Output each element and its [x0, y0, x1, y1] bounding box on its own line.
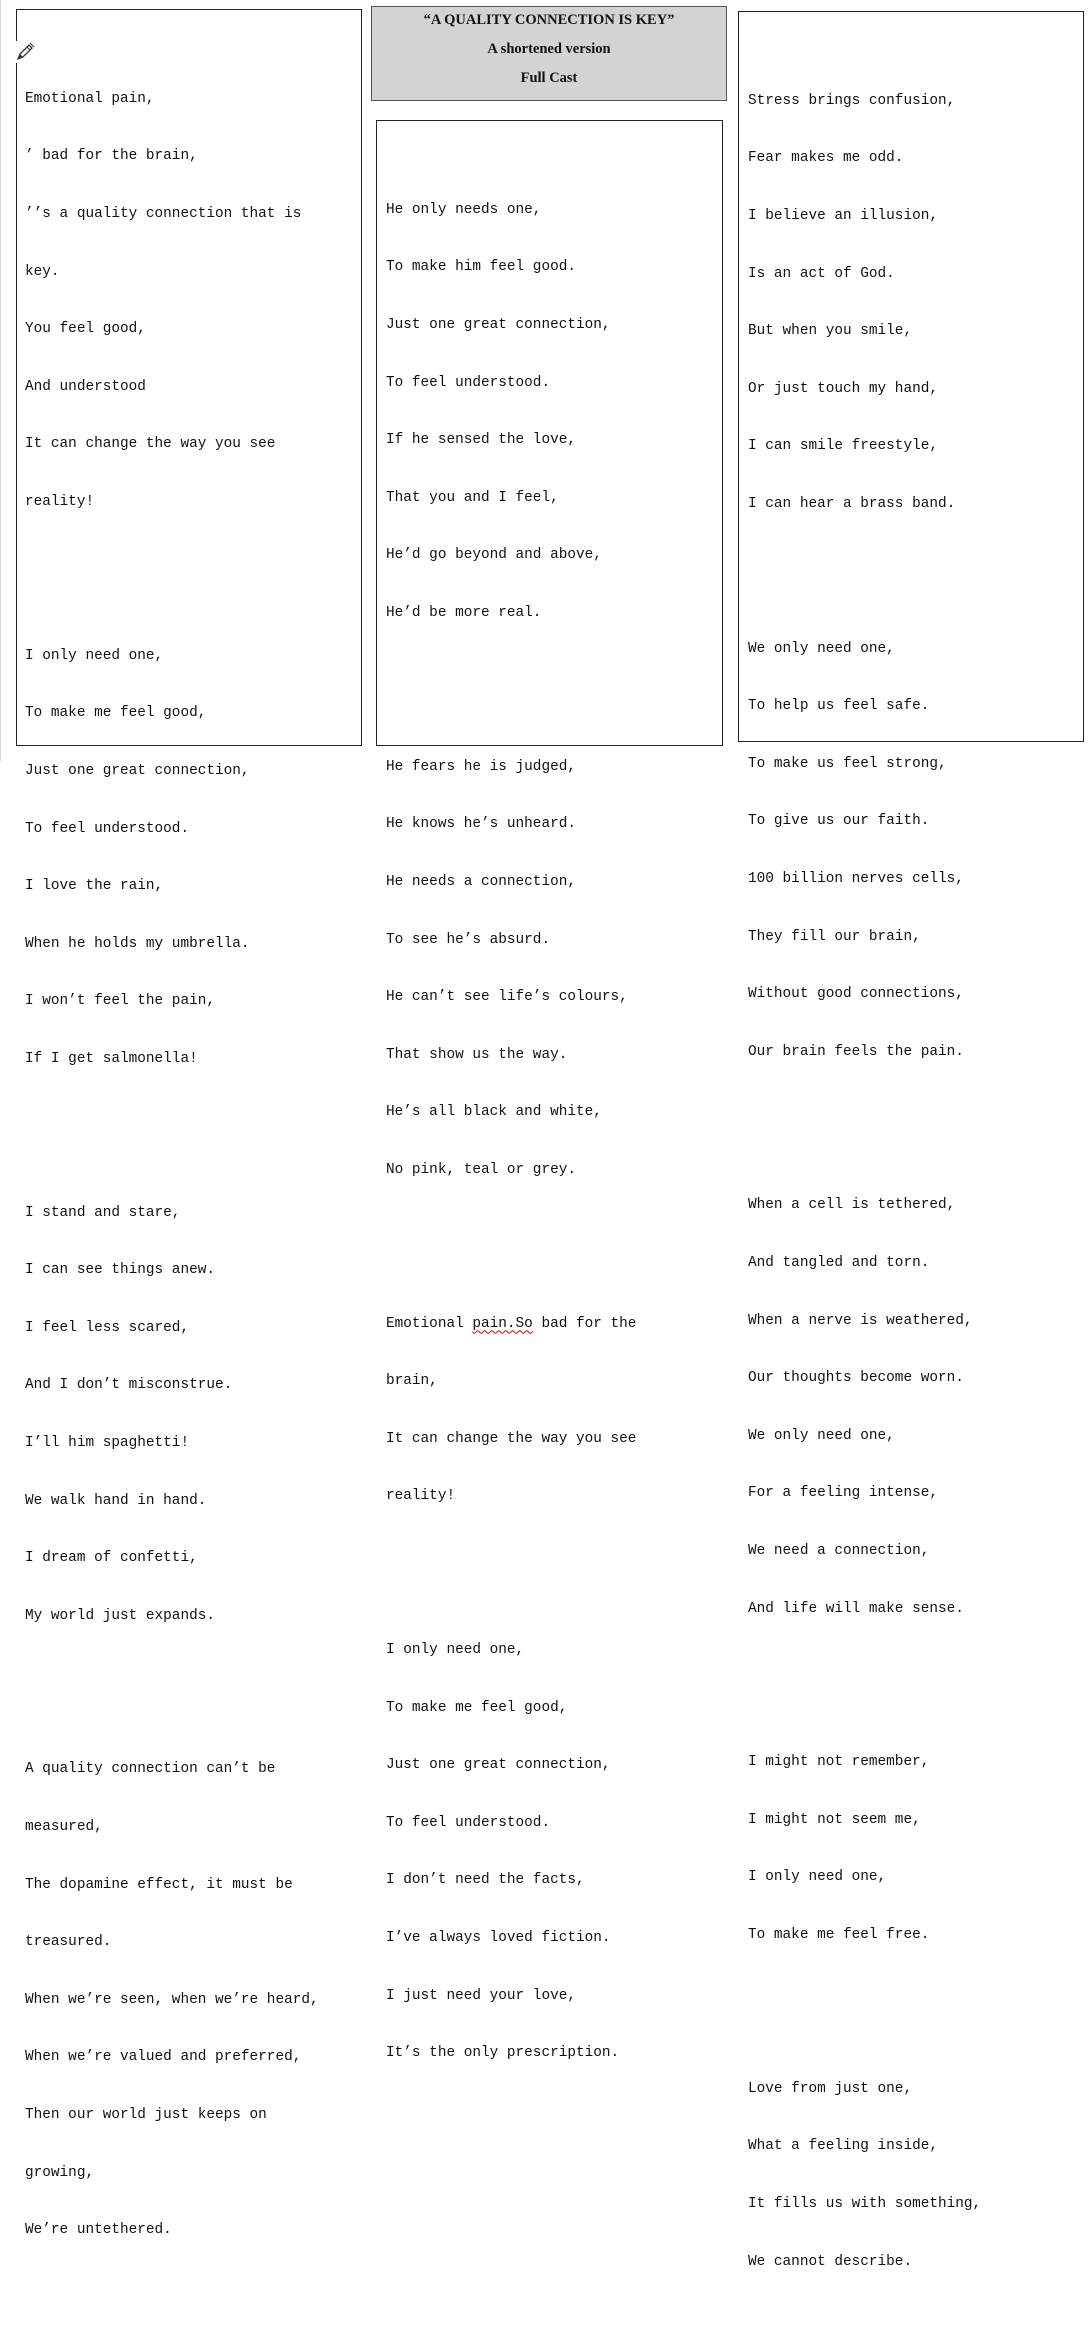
lyric-line: When a nerve is weathered, — [748, 1312, 973, 1329]
lyric-line: Is an act of God. — [748, 265, 895, 282]
left-stanza-1 — [25, 51, 361, 550]
lyric-line: A quality connection can’t be — [25, 1761, 276, 1778]
lyric-line: I just need your love, — [386, 1987, 576, 2004]
lyric-line: It can change the way you see — [25, 436, 276, 453]
lyric-line: To make me feel good, — [25, 705, 207, 722]
lyric-line: To make me feel free. — [748, 1927, 930, 1944]
right-lyrics-box[interactable] — [738, 11, 1084, 2270]
spellcheck-flagged-word[interactable]: pain.So — [472, 1315, 533, 1332]
lyric-line: I love the rain, — [25, 878, 164, 895]
lyric-line: And I don’t misconstrue. — [25, 1377, 233, 1394]
lyric-line: I stand and stare, — [25, 1204, 181, 1221]
lyric-line: To feel understood. — [386, 1814, 551, 1831]
lyric-line: Just one great connection, — [386, 317, 611, 334]
lyric-line: I can hear a brass band. — [748, 496, 956, 513]
lyric-line: The dopamine effect, it must be — [25, 1876, 293, 1893]
lyric-line: I only need one, — [748, 1869, 887, 1886]
right-stanza-5 — [748, 2041, 1083, 2310]
lyric-line: I dream of confetti, — [25, 1550, 198, 1567]
lyric-line: Just one great connection, — [386, 1757, 611, 1774]
pen-cursor-icon — [14, 41, 36, 63]
left-stanza-2 — [25, 608, 361, 1107]
lyric-line: When we’re valued and preferred, — [25, 2049, 302, 2066]
lyric-line: To help us feel safe. — [748, 698, 930, 715]
lyric-line: Or just touch my hand, — [748, 380, 938, 397]
lyric-line: key. — [25, 263, 60, 280]
middle-lyrics-box[interactable] — [376, 120, 723, 2062]
lyric-line: No pink, teal or grey. — [386, 1161, 576, 1178]
lyric-line: To make him feel good. — [386, 259, 576, 276]
lyric-line: And tangled and torn. — [748, 1254, 930, 1271]
lyric-fragment: Emotional — [386, 1315, 473, 1332]
lyric-line: Stress brings confusion, — [748, 92, 956, 109]
lyric-line: To feel understood. — [25, 820, 190, 837]
lyric-line: reality! — [25, 494, 95, 511]
lyric-line: I can smile freestyle, — [748, 438, 938, 455]
lyric-line: I only need one, — [25, 647, 164, 664]
lyric-line: 100 billion nerves cells, — [748, 870, 964, 887]
lyric-line: brain, — [386, 1373, 438, 1390]
lyric-line: I’ll him spaghetti! — [25, 1435, 190, 1451]
lyric-line: When we’re seen, when we’re heard, — [25, 1991, 319, 2008]
lyric-line: He fears he is judged, — [386, 758, 576, 775]
lyric-line: He’s all black and white, — [386, 1104, 602, 1121]
lyric-line: Then our world just keeps on — [25, 2107, 267, 2124]
lyric-line: That you and I feel, — [386, 489, 559, 506]
lyric-line: We cannot describe. — [748, 2253, 913, 2270]
right-stanza-1 — [748, 53, 1083, 552]
lyric-line: He needs a connection, — [386, 873, 576, 890]
lyric-line: They fill our brain, — [748, 928, 921, 945]
middle-stanza-2 — [386, 719, 722, 1218]
lyric-line: For a feeling intense, — [748, 1485, 938, 1502]
middle-lyrics-text — [377, 121, 722, 2140]
middle-stanza-3 — [386, 1276, 722, 1545]
lyric-line: When he holds my umbrella. — [25, 935, 250, 952]
right-stanza-4 — [748, 1715, 1083, 1984]
lyric-line: We only need one, — [748, 640, 895, 657]
lyric-line: We need a connection, — [748, 1543, 930, 1560]
lyric-line: He only needs one, — [386, 201, 542, 218]
cast-label: Full Cast — [520, 70, 578, 86]
lyric-line: I won’t feel the pain, — [25, 993, 215, 1010]
lyric-line: You feel good, — [25, 321, 146, 338]
lyric-line: Our brain feels the pain. — [748, 1043, 964, 1060]
left-stanza-4 — [25, 1722, 361, 2279]
left-lyrics-text — [17, 10, 361, 2317]
lyric-line: I might not seem me, — [748, 1811, 921, 1828]
lyric-line: ’’s a quality connection that is — [25, 206, 302, 223]
lyric-line: I can see things anew. — [25, 1262, 215, 1279]
title-block[interactable] — [371, 6, 727, 101]
lyric-line: I don’t need the facts, — [386, 1872, 585, 1889]
lyric-line — [386, 1315, 722, 1334]
lyric-line: ’ bad for the brain, — [25, 148, 198, 165]
lyric-line: Our thoughts become worn. — [748, 1370, 964, 1387]
lyric-line: He’d be more real. — [386, 605, 542, 622]
left-stanza-3 — [25, 1165, 361, 1664]
lyric-line: It’s the only prescription. — [386, 2045, 620, 2062]
lyric-line: But when you smile, — [748, 323, 913, 340]
lyric-line: It can change the way you see — [386, 1430, 637, 1447]
lyric-line: treasured. — [25, 1934, 112, 1951]
lyric-line: And understood — [25, 378, 146, 395]
lyric-line: Emotional pain, — [25, 90, 155, 107]
lyric-line: We only need one, — [748, 1427, 895, 1444]
lyric-line: growing, — [25, 2164, 95, 2181]
right-stanza-3 — [748, 1158, 1083, 1657]
right-stanza-2 — [748, 601, 1083, 1100]
lyric-line: I feel less scared, — [25, 1319, 190, 1336]
version-label: A shortened version — [487, 41, 611, 57]
lyric-line: If he sensed the love, — [386, 432, 576, 449]
lyric-line: Fear makes me odd. — [748, 150, 904, 167]
lyric-line: I might not remember, — [748, 1754, 930, 1771]
lyric-line: He knows he’s unheard. — [386, 816, 576, 833]
lyric-line: That show us the way. — [386, 1046, 568, 1063]
lyric-fragment: bad for the — [532, 1315, 637, 1332]
song-title: “A QUALITY CONNECTION IS KEY” — [423, 12, 675, 28]
lyric-line: Just one great connection, — [25, 762, 250, 779]
lyric-line: measured, — [25, 1819, 103, 1836]
lyric-line: reality! — [386, 1488, 456, 1505]
middle-stanza-4 — [386, 1603, 722, 2102]
lyric-line: To make me feel good, — [386, 1699, 568, 1716]
lyric-line: He can’t see life’s colours, — [386, 989, 628, 1006]
right-lyrics-text — [739, 12, 1083, 2349]
lyric-line: It fills us with something, — [748, 2195, 982, 2212]
lyric-line: Love from just one, — [748, 2080, 913, 2097]
lyric-line: If I get salmonella! — [25, 1050, 198, 1067]
lyric-line: Without good connections, — [748, 986, 964, 1003]
middle-stanza-1 — [386, 162, 722, 661]
lyric-line: I believe an illusion, — [748, 208, 938, 225]
lyric-line: To give us our faith. — [748, 813, 930, 830]
lyric-line: To see he’s absurd. — [386, 931, 551, 948]
lyric-line: We walk hand in hand. — [25, 1492, 207, 1509]
lyric-line: I only need one, — [386, 1642, 525, 1658]
lyric-line: To feel understood. — [386, 374, 551, 391]
lyric-line: I’ve always loved fiction. — [386, 1930, 611, 1947]
lyric-line: When a cell is tethered, — [748, 1197, 956, 1214]
lyric-line: He’d go beyond and above, — [386, 547, 602, 564]
lyric-line: And life will make sense. — [748, 1600, 964, 1617]
lyric-line: To make us feel strong, — [748, 755, 947, 772]
lyric-line: We’re untethered. — [25, 2222, 172, 2239]
left-lyrics-box[interactable] — [16, 9, 362, 2239]
lyric-line: My world just expands. — [25, 1607, 215, 1624]
lyric-line: What a feeling inside, — [748, 2138, 938, 2155]
